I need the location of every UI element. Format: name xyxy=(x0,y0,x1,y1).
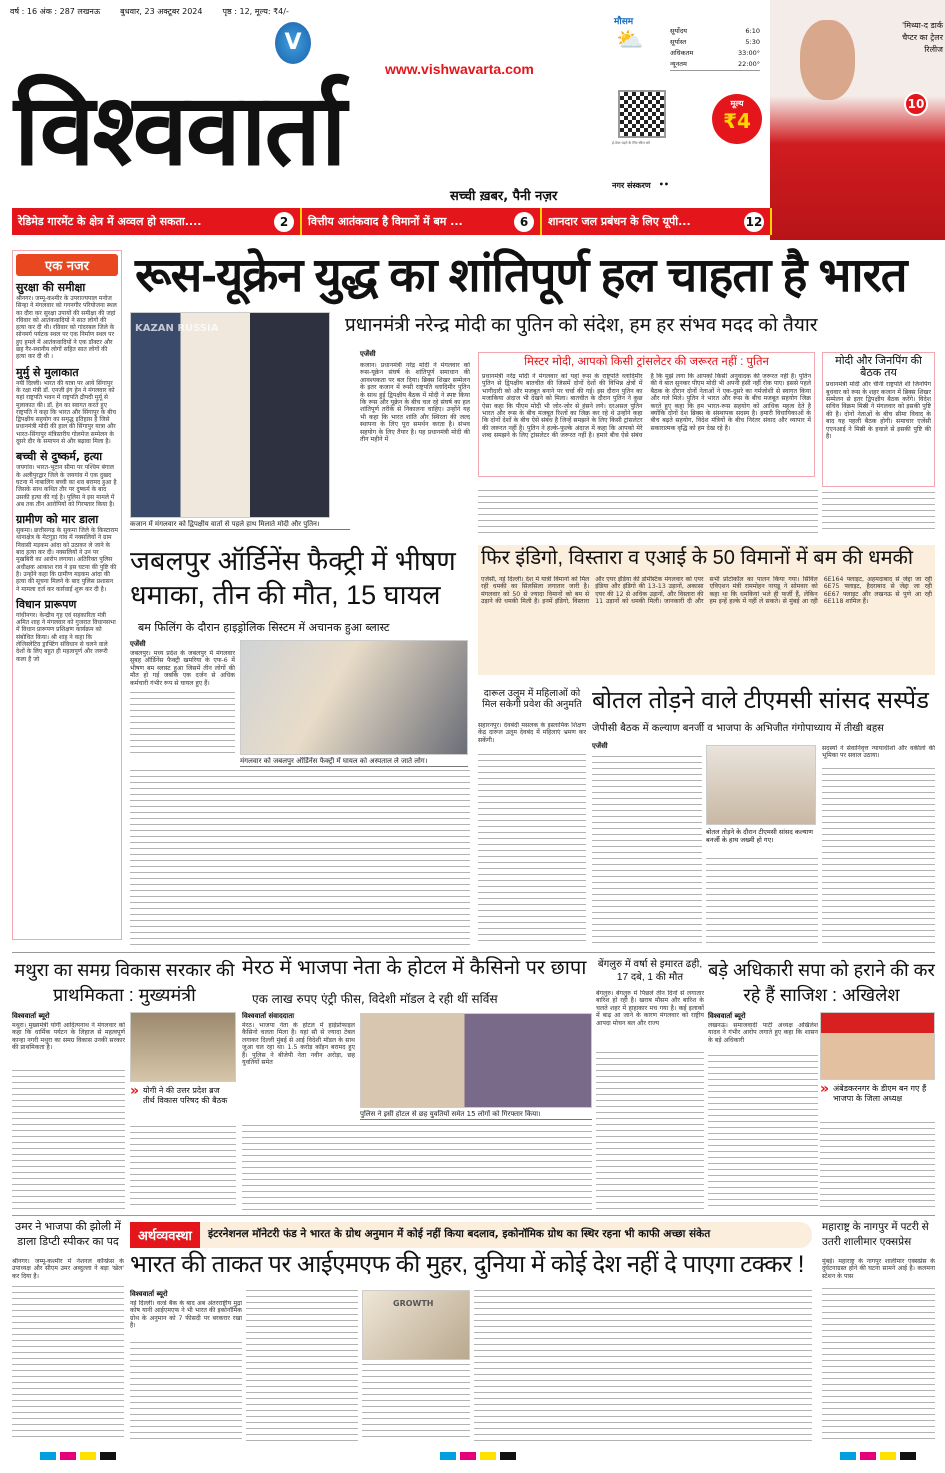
registration-mark xyxy=(80,1452,96,1460)
brief-text: श्रीनगर। जम्मू-कश्मीर के उपराज्यपाल मनोज सिन्हा ने मंगलवार को गगनगीर परियोजना स्थल का दौरा कर सुरक्षा उपायों की समीक्षा की जहां रविवार को आतंकवादियों ने सात लोगों की हत्या कर दी थी। रविवार को गांदरबल जिले के सोनमर्ग पर्यटक स्थल पर एक निर्माण स्थल पर हुए हमले में आतंकवादियों ने एक डॉक्टर और छह गैर-स्थानीय लोगों सहित सात लोगों की हत्या कर दी थी । xyxy=(16,295,117,361)
lead-headline[interactable]: रूस-यूक्रेन युद्ध का शांतिपूर्ण हल चाहता है भारत xyxy=(135,248,907,301)
mathura-related[interactable] xyxy=(130,1083,236,1122)
qr-code[interactable] xyxy=(618,90,666,138)
umar-headline[interactable]: उमर ने भाजपा की झोली में डाला डिप्टी स्पीकर का पद xyxy=(15,1221,121,1249)
umar-body-text xyxy=(12,1286,124,1442)
bengaluru-body: बेंगलुरु। बेंगलुरु में पिछले तीन दिनों से लगातार बारिश हो रही है। खराब मौसम और बारिश के चलते शहर में हाहाकार मच गया है। कई इलाकों में बाढ़ आ जाने के कारण मंगलवार को राष्ट्रीय आपदा मोचन बल और राज्य xyxy=(596,990,704,1027)
brief-text: जयगांव। भारत-भूटान सीमा पर पश्चिम बंगाल के अलीपुरद्वार जिले के जयगांव में एक दुखद घटना में नाबालिग बच्ची का शव बरामद हुआ है जिसके साथ कथित तौर पर दुष्कर्म के बाद उसकी हत्या की गई है। पुलिस ने इस मामले में अब तक तीन आरोपियों को गिरफ्तार किया है। xyxy=(16,464,117,508)
registration-mark xyxy=(880,1452,896,1460)
registration-mark xyxy=(40,1452,56,1460)
darul-body: सहारनपुर। देवबंदी मसलक के इस्लामिक शिक्षण केंद्र दारूल उलूम देवबंद में महिलाएं भ्रमण कर सकेंगी। xyxy=(478,722,586,744)
weather-table xyxy=(670,26,760,71)
growth-image-text: GROWTH xyxy=(393,1299,434,1308)
registration-mark xyxy=(440,1452,456,1460)
tmc-photo[interactable] xyxy=(706,745,816,825)
ticker-text: रेडिमेड गारमेंट के क्षेत्र में अव्वल हो सकता.... xyxy=(18,214,202,228)
masthead-info xyxy=(10,6,289,17)
tmc-body-text-mid xyxy=(706,858,818,944)
mathura-photo[interactable] xyxy=(130,1012,236,1082)
brief-headline[interactable]: बच्ची से दुष्कर्म, हत्या xyxy=(16,450,103,464)
price-label: मूल्य xyxy=(730,99,744,108)
promo-face xyxy=(800,20,855,100)
indigo-body: एजेंसी, नई दिल्ली। देश में यात्री विमानों को मिल रही धमकी का सिलसिला लगातार जारी है। मंगलवार को 50 से ज्यादा विमानों को बम से उड़ाने की धमकी मिली है। इनमें इंडिगो, विस्तारा और एयर इंडिया की डोमेस्टिक मंगलवार को एयर इंडिया और इंडिगो की 13-13 उड़ानों, अकासा एयर की 12 से अधिक उड़ानों, और विस्तारा की 11 उड़ानों को धमकी मिली। जानकारी दी और सभी प्रोटोकॉल का पालन किया गया। सिविल एविएशन मंत्री राममोहन नायडू ने सोमवार को कहा था कि धमकियां भले ही फर्जी हैं, लेकिन हम इन्हें हल्के में नहीं ले सकते। से मुंबई आ रही 6E164 फ्लाइट, अहमदाबाद से जेद्दा जा रही 6E75 फ्लाइट, हैदराबाद से जेद्दा जा रही 6E67 फ्लाइट और लखनऊ से पुणे आ रही 6E118 शामिल हैं। xyxy=(481,576,932,606)
registration-mark xyxy=(100,1452,116,1460)
economy-headline[interactable]: भारत की ताकत पर आईएमएफ की मुहर, दुनिया में कोई देश नहीं दे पाएगा टक्कर ! xyxy=(130,1251,804,1278)
economy-banner xyxy=(130,1222,812,1248)
registration-mark xyxy=(840,1452,856,1460)
tmc-caption: बोतल तोड़ने के दौरान टीएमसी सांसद कल्याण बनर्जी के हाथ जख्मी हो गए। xyxy=(706,828,814,844)
economy-kicker: इंटरनेशनल मॉनेटरी फंड ने भारत के ग्रोथ अनुमान में कोई नहीं किया बदलाव, इकोनॉमिक ग्रोथ का स्थिर रहना भी काफी अच्छा संकेत xyxy=(207,1227,711,1240)
putin-headline[interactable]: मिस्टर मोदी, आपको किसी ट्रांसलेटर की जरूरत नहीं : पुतिन xyxy=(524,356,769,368)
economy-body: नई दिल्ली। वर्ल्ड बैंक के बाद अब अंतरराष्ट्रीय मुद्रा कोष यानी आईएमएफ ने भी भारत की इकोनॉमिक ग्रोथ के अनुमान को 7 फीसदी पर बरकरार रखा है। xyxy=(130,1300,242,1330)
meerut-headline[interactable]: मेरठ में भाजपा नेता के होटल में कैसिनो पर छापा xyxy=(242,957,587,979)
brief-headline[interactable]: मुर्मु से मुलाकात xyxy=(16,365,79,379)
ticker-page: 6 xyxy=(514,212,534,232)
meerut-subhead: एक लाख रुपए एंट्री फीस, विदेशी मॉडल दे रही थीं सर्विस xyxy=(252,992,498,1006)
newspaper-title: विश्ववार्ता xyxy=(14,74,345,185)
economy-byline: विश्ववार्ता ब्यूरो xyxy=(130,1290,168,1298)
website[interactable]: www.vishwavarta.com xyxy=(385,61,534,77)
modi-xi-continuation-text xyxy=(822,492,935,534)
brief-text: गांधीनगर। केन्द्रीय गृह एवं सहकारिता मंत्री अमित शाह ने मंगलवार को गुजरात विधानसभा में विधान प्रारूपण प्रशिक्षण कार्यक्रम को संबोधित किया। श्री शाह ने कहा कि लेजिस्लेटिव ड्राफ्टिंग संविधान से चलने वाले देशों के लिए बहुत ही महत्वपूर्ण और जरूरी कला है जो xyxy=(16,611,116,663)
registration-mark xyxy=(860,1452,876,1460)
meerut-photo[interactable] xyxy=(360,1013,592,1108)
mathura-related-text: योगी ने की उत्तर प्रदेश ब्रज तीर्थ विकास परिषद की बैठक xyxy=(143,1086,228,1105)
lead-subhead: प्रधानमंत्री नरेन्द्र मोदी का पुतिन को संदेश, हम हर संभव मदद को तैयार xyxy=(345,315,818,336)
lead-caption: कजान में मंगलवार को द्विपक्षीय वार्ता से पहले हाथ मिलाते मोदी और पुतिन। xyxy=(130,520,350,530)
akhilesh-body-text xyxy=(708,1055,818,1210)
registration-mark xyxy=(460,1452,476,1460)
indigo-headline[interactable]: फिर इंडिगो, विस्तारा व एआई के 50 विमानों में बम की धमकी xyxy=(481,547,914,569)
mathura-body: मथुरा। मुख्यमंत्री योगी आदित्यनाथ ने मंगलवार को कहा कि धार्मिक पर्यटन के लिहाज से महत्वपूर्ण कान्हा नगरी मथुरा का समग्र विकास उनकी सरकार की प्राथमिकता है। xyxy=(12,1022,125,1052)
darul-headline[interactable]: दारूल उलूम में महिलाओं को मिल सकेगी प्रवेश की अनुमति xyxy=(482,688,582,711)
jabalpur-photo[interactable] xyxy=(240,640,468,755)
registration-mark xyxy=(900,1452,916,1460)
meerut-body-text xyxy=(242,1125,592,1210)
tmc-subhead: जेपीसी बैठक में कल्याण बनर्जी व भाजपा के अभिजीत गंगोपाध्याय में तीखी बहस xyxy=(592,723,884,734)
ek-nazar-column xyxy=(12,250,122,940)
economy-body-text-2 xyxy=(246,1290,358,1442)
akhilesh-byline: विश्ववार्ता ब्यूरो xyxy=(708,1012,746,1020)
weather-value: 5:30 xyxy=(745,38,760,46)
lead-photo[interactable] xyxy=(130,312,330,518)
akhilesh-headline[interactable]: बड़े अधिकारी सपा को हराने की कर रहे हैं साजिश : अखिलेश xyxy=(708,960,935,1006)
weather-key: अधिकतम xyxy=(670,49,694,57)
tagline: सच्ची ख़बर, पैनी नज़र xyxy=(450,189,558,204)
meerut-caption: पुलिस ने इसी होटल से छह युवतियों समेत 15 लोगों को गिरफ्तार किया। xyxy=(360,1110,592,1120)
ek-nazar-title: एक नजर xyxy=(16,254,118,276)
ticker-item[interactable] xyxy=(542,208,772,235)
umar-body: श्रीनगर। जम्मू-कश्मीर में नेशनल कॉन्फ्रेंस के उपाध्यक्ष और सीएम उमर अब्दुल्ला ने बड़ा 'खेल' कर दिया है। xyxy=(12,1258,124,1280)
ticker-text: वित्तीय आतंकवाद है विमानों में बम ... xyxy=(308,214,463,228)
weather-key: न्यूनतम xyxy=(670,60,687,68)
weather-value: 33:00° xyxy=(738,49,760,57)
nagpur-headline[interactable]: महाराष्ट्र के नागपुर में पटरी से उतरी शालीमार एक्सप्रेस xyxy=(822,1221,929,1248)
nagpur-body: मुंबई। महाराष्ट्र के नागपुर शालीमार एक्सप्रेस के दुर्घटनाग्रस्त होने की घटना सामने आई है। कलमना स्टेशन के पास xyxy=(822,1258,935,1280)
brief-text: सुकमा। छत्तीसगढ़ के सुकमा जिले के किस्टाराम थानाक्षेत्र के मेटगुड़ा गांव में नक्सलियों ने ग्राम निवासी मड़कम आंदा को उठाकर ले जाने के बाद हत्या कर दी। नक्सलियों ने उन पर मुखबिरी का आरोप लगाया। अतिरिक्त पुलिस अधीक्षक आकाश राव ने इस घटना की पुष्टि की है। उन्होंने कहा कि ग्रामीण मड़कम आंदा की हत्या की सूचना मिलने के बाद पुलिस प्रशासन ने मामला दर्ज कर कार्रवाई शुरू कर दी है। xyxy=(16,527,119,593)
ticker-text: शानदार जल प्रबंधन के लिए यूपी... xyxy=(548,214,691,228)
jabalpur-body: जबलपुर। मध्य प्रदेश के जबलपुर में मंगलवार सुबह ऑर्डिनेंस फैक्ट्री खमरिया के एफ-6 में भीषण बम ब्लास्ट हुआ जिसमें तीन लोगों की मौत हो गई जबकि एक दर्जन से अधिक कर्मचारी गंभीर रूप से घायल हुए हैं। xyxy=(130,650,235,687)
ticker-item[interactable] xyxy=(302,208,542,235)
weather-cloud-sun-icon: ⛅ xyxy=(616,28,644,53)
bengaluru-body-text xyxy=(596,1052,704,1210)
lead-continuation-text xyxy=(478,490,818,534)
brief-headline[interactable]: विधान प्रारूपण xyxy=(16,597,77,611)
jabalpur-subhead: बम फिलिंग के दौरान हाइड्रोलिक सिस्टम में अचानक हुआ ब्लास्ट xyxy=(138,621,390,634)
mathura-byline: विश्ववार्ता ब्यूरो xyxy=(12,1012,50,1020)
tmc-body: सदस्यों ने सेवानिवृत्त न्यायाधीशों और वकीलों की भूमिका पर सवाल उठाया। xyxy=(822,745,935,760)
bengaluru-headline[interactable]: बेंगलुरु में वर्षा से इमारत ढही, 17 दबे, 1 की मौत xyxy=(597,959,703,983)
akhilesh-body-text-2 xyxy=(820,1122,935,1210)
mathura-body-text-2 xyxy=(130,1126,236,1210)
ticker-page: 12 xyxy=(744,212,764,232)
edition-mark: •• xyxy=(658,180,669,189)
chevron-right-icon: » xyxy=(820,1081,830,1097)
economy-label: अर्थव्यवस्था xyxy=(130,1222,200,1248)
jabalpur-body-text xyxy=(130,692,235,757)
brief-headline[interactable]: सुरक्षा की समीक्षा xyxy=(16,281,86,294)
price-badge xyxy=(712,94,762,144)
jabalpur-caption: मंगलवार को जबलपुर ऑर्डिनेंस फैक्ट्री में घायल को अस्पताल ले जाते लोग। xyxy=(240,757,468,767)
ticker-page: 2 xyxy=(274,212,294,232)
akhilesh-body: लखनऊ। समाजवादी पार्टी अध्यक्ष अखिलेश यादव ने गंभीर आरोप लगाते हुए कहा कि शासन के बड़े अधिकारी xyxy=(708,1022,818,1044)
akhilesh-related-text: अंबेडकरनगर के डीएम बन गए हैं भाजपा के जिला अध्यक्ष xyxy=(833,1084,927,1103)
weather-value: 22:00° xyxy=(738,60,760,68)
weather-box xyxy=(614,14,764,68)
modi-xi-box xyxy=(822,352,935,487)
section-divider xyxy=(12,952,935,953)
ticker-bar xyxy=(12,208,772,235)
issue-pages: पृष्ठ : 12, मूल्य: ₹4/- xyxy=(222,7,289,16)
modi-xi-body: प्रधानमंत्री मोदी और चीनी राष्ट्रपति शी जिनपिंग बुधवार को रूस के शहर कजान में ब्रिक्स शिखर सम्मेलन से इतर द्विपक्षीय बैठक करेंगे। विदेश सचिव विक्रम मिस्री ने मंगलवार को इसकी पुष्टि की है। दोनों नेताओं के बीच सीमा विवाद के बाद यह पहली बैठक होगी। समाचार एजेंसी एएनआई ने मिस्री के हवाले से इसकी पुष्टि की है। xyxy=(826,381,931,440)
economy-body-text xyxy=(130,1342,242,1442)
indigo-box xyxy=(478,545,935,675)
meerut-byline: विश्ववार्ता संवाददाता xyxy=(242,1012,295,1020)
chevron-right-icon: » xyxy=(130,1083,140,1099)
weather-key: सूर्योदय xyxy=(670,27,688,35)
weather-title: मौसम xyxy=(614,17,634,27)
economy-body-text-3 xyxy=(362,1364,470,1442)
tmc-body-text xyxy=(592,756,702,944)
promo-text[interactable]: 'मिथ्या-द डार्क चैप्टर का ट्रेलर रिलीज xyxy=(901,21,943,54)
tmc-headline[interactable]: बोतल तोड़ने वाले टीएमसी सांसद सस्पेंड xyxy=(592,687,929,714)
jabalpur-byline: एजेंसी xyxy=(130,640,146,648)
issue-info: वर्ष : 16 अंक : 287 लखनऊ xyxy=(10,7,101,16)
meerut-body: मेरठ। भाजपा नेता के होटल में हाईप्रोफाइल कैसिनो चलता मिला है। यहां सौ से ज्यादा टेबल लगाकर दिल्ली मुंबई से आई विदेशी मॉडल के साथ जुआ चल रहा था। 1.5 करोड़ कॉइन बरामद हुए हैं। पुलिस ने बीजेपी नेता नवीन अरोड़ा, छह युवतियों समेत xyxy=(242,1022,355,1067)
edition xyxy=(612,180,669,191)
akhilesh-photo[interactable] xyxy=(820,1012,935,1080)
brief-headline[interactable]: ग्रामीण को मार डाला xyxy=(16,513,99,527)
putin-body: प्रधानमंत्री नरेंद्र मोदी ने मंगलवार को यहां रूस के राष्ट्रपति व्लादिमीर पुतिन से द्विपक्षीय बातचीत की जिसमें दोनों देशों की विभिन्न क्षेत्रों में भागीदारी को और मजबूत बनाने पर चर्चा की गई। इस दौरान पुतिन का मजाकिया अंदाज भी देखने को मिला। बातचीत के दौरान पुतिन ने कुछ ऐसा कहा कि पीएम मोदी भी जोर-जोर से हंसने लगे। दरअसल पुतिन भारत और रूस के बीच मजबूत रिश्तों का जिक्र कर रहे थे उन्होंने कहा कि दोनों देशों के बीच ऐसे संबंध है जिन्हें समझने के लिए किसी ट्रांसलेटर की जरूरत नहीं है। पुतिन ने हल्के-फुल्के अंदाज में कहा कि आपको मेरे शब्द समझने के लिए ट्रांसलेटर की जरूरत नहीं है। हमारे बीच ऐसे संबंध है कि मुझे लगा कि आपको किसी अनुवादक की जरूरत नहीं है। पुतिन की ये बात सुनकर पीएम मोदी भी अपनी हंसी नहीं रोक पाए। इससे पहले बैठक के दौरान दोनों नेताओं ने एक-दूसरे का गर्मजोशी से स्वागत किया और गले मिले। पुतिन ने भारत और रूस के बीच मजबूत सहयोग जिक्र करते हुए कहा कि हम भारत-रूस सहयोग को आधिक महत्व देते है क्योंकि दोनों देश ब्रिक्स के संस्थापक सदस्य है। हमारी विधायिकाओं के बीच बढ़ते सहयोग, विदेश मंत्रियों के बीच निरंतर संवाद और व्यापार में सकारात्मक वृद्धि को हम देख रहे है। xyxy=(482,373,811,440)
section-divider xyxy=(12,1215,935,1216)
lead-body: कजान। प्रधानमंत्री नरेंद्र मोदी ने मंगलवार को रूस-यूक्रेन संघर्ष के शांतिपूर्ण समाधान की आवश्यकता पर बल दिया। ब्रिक्स शिखर सम्मेलन के इतर कजान में रूसी राष्ट्रपति व्लादिमीर पुतिन के साथ हुई द्विपक्षीय बैठक में मोदी ने स्पष्ट किया कि रूस और यूक्रेन के बीच चल रहे संघर्ष का हल शांतिपूर्ण तरीके से निकालना चाहिए। उन्होंने यह भी कहा कि भारत शांति और स्थिरता की जल्द स्थापना के लिए पूरा समर्थन करता है। संभव सहयोग के लिए तैयार है। यह प्रधानमंत्री मोदी की तीन महीने में xyxy=(360,362,470,444)
registration-mark xyxy=(480,1452,496,1460)
ticker-item[interactable] xyxy=(12,208,302,235)
brief-text: नयी दिल्ली। भारत की यात्रा पर आये सिंगापुर के रक्षा मंत्री डॉ. एनजी इंग हेन ने मंगलवार को यहां राष्ट्रपति भवन में राष्ट्रपति द्रौपदी मुर्मू से मुलाकात की। डॉ. हेन का स्वागत करते हुए राष्ट्रपति ने कहा कि भारत और सिंगापुर के बीच द्विपक्षीय सहयोग का समृद्ध इतिहास है जिसे प्रधानमंत्री मोदी की हाल की सिंगापुर यात्रा और भारत-सिंगापुर मंत्रिस्तरीय गोलमेज सम्मेलन के दूसरे दौर के समापन से और बढ़ावा मिला है। xyxy=(16,379,117,446)
registration-mark xyxy=(60,1452,76,1460)
photo-backdrop-text: KAZAN RUSSIA xyxy=(135,323,219,334)
mathura-headline[interactable]: मथुरा का समग्र विकास सरकार की प्राथमिकता : मुख्यमंत्री xyxy=(14,960,235,1006)
jabalpur-headline[interactable]: जबलपुर ऑर्डिनेंस फैक्ट्री में भीषण धमाका, तीन की मौत, 15 घायल xyxy=(130,546,456,610)
mathura-body-text xyxy=(12,1070,125,1210)
darul-body-text xyxy=(478,754,586,944)
registration-mark xyxy=(500,1452,516,1460)
economy-body-text-4 xyxy=(474,1290,812,1442)
issue-date: बुधवार, 23 अक्टूबर 2024 xyxy=(120,7,203,16)
growth-image[interactable] xyxy=(362,1290,470,1360)
nagpur-body-text xyxy=(822,1288,935,1442)
akhilesh-related[interactable] xyxy=(820,1081,935,1118)
jabalpur-columns-text xyxy=(130,770,470,945)
qr-note: ई-पेपर पढ़ने के लिए स्कैन करें xyxy=(612,141,650,145)
promo-page-number[interactable]: 10 xyxy=(904,92,928,116)
lead-byline: एजेंसी xyxy=(360,350,376,358)
edition-label: नगर संस्करण xyxy=(612,181,651,190)
tmc-byline: एजेंसी xyxy=(592,742,608,750)
weather-value: 6:10 xyxy=(745,27,760,35)
logo-icon: V xyxy=(275,22,311,64)
tmc-body-text-right xyxy=(822,768,935,944)
putin-box xyxy=(478,352,815,477)
price-value: ₹4 xyxy=(723,109,751,133)
modi-xi-headline[interactable]: मोदी और जिनपिंग की बैठक तय xyxy=(835,355,922,379)
weather-key: सूर्यास्त xyxy=(670,38,687,46)
